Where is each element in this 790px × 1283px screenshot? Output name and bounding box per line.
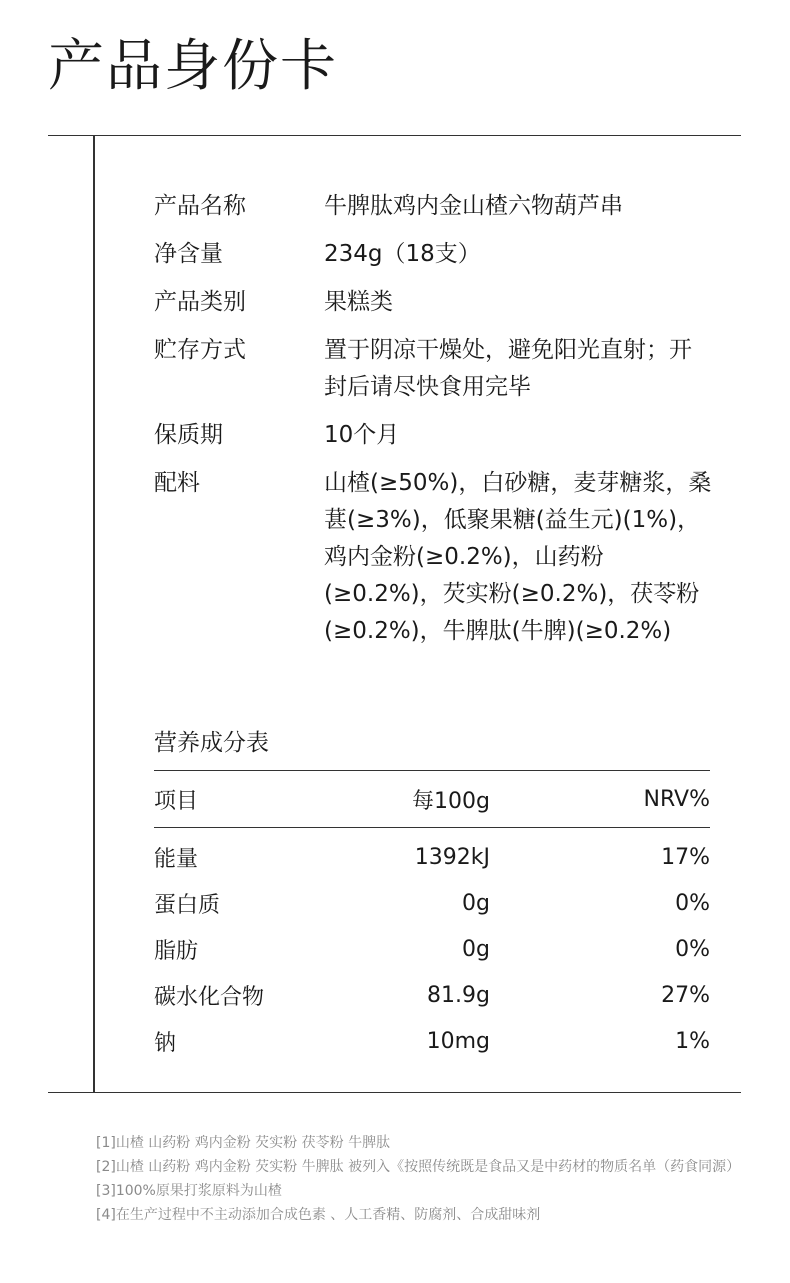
nutrient-amount: 10mg [426, 1028, 490, 1054]
info-row-storage [154, 332, 724, 406]
table-row [154, 926, 710, 972]
info-label: 产品名称 [154, 193, 246, 219]
nutrient-name: 碳水化合物 [154, 984, 265, 1010]
nutrient-name: 能量 [154, 846, 199, 872]
nutrient-amount: 0g [462, 890, 490, 916]
product-info [154, 188, 724, 661]
nutrition-title: 营养成分表 [154, 730, 269, 756]
info-value: 山楂(≥50%)，白砂糖，麦芽糖浆，桑葚(≥3%)，低聚果糖(益生元)(1%)，鸡内金粉(≥0.2%)，山药粉(≥0.2%)，芡实粉(≥0.2%)，茯苓粉(≥0.2%)，牛脾肽(牛脾)(≥0.2%) [324, 470, 712, 644]
info-label: 净含量 [154, 241, 223, 267]
footnotes [96, 1131, 746, 1227]
info-value: 牛脾肽鸡内金山楂六物葫芦串 [324, 193, 623, 219]
header-per-100g: 每100g [412, 788, 490, 814]
table-row [154, 972, 710, 1018]
table-row [154, 1018, 710, 1064]
info-value: 10个月 [324, 422, 400, 448]
info-row-name [154, 188, 724, 225]
info-label: 产品类别 [154, 289, 246, 315]
table-body [154, 828, 710, 1064]
nutrient-amount: 0g [462, 936, 490, 962]
info-row-category [154, 284, 724, 321]
nutrient-name: 脂肪 [154, 938, 199, 964]
page-title: 产品身份卡 [48, 34, 338, 99]
nutrition-table [154, 770, 710, 1064]
table-header [154, 771, 710, 828]
footnote: [1]山楂 山药粉 鸡内金粉 芡实粉 茯苓粉 牛脾肽 [96, 1135, 391, 1151]
info-value: 置于阴凉干燥处，避免阳光直射；开封后请尽快食用完毕 [324, 337, 692, 400]
info-label: 保质期 [154, 422, 223, 448]
info-row-net-content [154, 236, 724, 273]
nutrient-nrv: 0% [675, 936, 710, 962]
nutrient-nrv: 27% [661, 982, 710, 1008]
info-label: 配料 [154, 470, 200, 496]
table-row [154, 880, 710, 926]
header-item: 项目 [154, 788, 199, 814]
footnote: [4]在生产过程中不主动添加合成色素 、人工香精、防腐剂、合成甜味剂 [96, 1207, 541, 1223]
nutrient-name: 蛋白质 [154, 892, 221, 918]
info-value: 234g（18支） [324, 241, 481, 267]
nutrient-amount: 81.9g [427, 982, 490, 1008]
nutrient-nrv: 0% [675, 890, 710, 916]
product-card [48, 135, 741, 1093]
nutrient-name: 钠 [154, 1030, 177, 1056]
nutrient-amount: 1392kJ [414, 844, 490, 870]
info-label: 贮存方式 [154, 337, 246, 363]
header-nrv: NRV% [643, 786, 710, 812]
vertical-divider [93, 136, 95, 1092]
footnote: [2]山楂 山药粉 鸡内金粉 芡实粉 牛脾肽 被列入《按照传统既是食品又是中药材的物质名单（药食同源） [96, 1159, 741, 1175]
table-row [154, 834, 710, 880]
info-row-ingredients [154, 465, 724, 650]
footnote: [3]100%原果打浆原料为山楂 [96, 1183, 282, 1199]
nutrient-nrv: 1% [675, 1028, 710, 1054]
info-value: 果糕类 [324, 289, 393, 315]
nutrient-nrv: 17% [661, 844, 710, 870]
info-row-shelf-life [154, 417, 724, 454]
